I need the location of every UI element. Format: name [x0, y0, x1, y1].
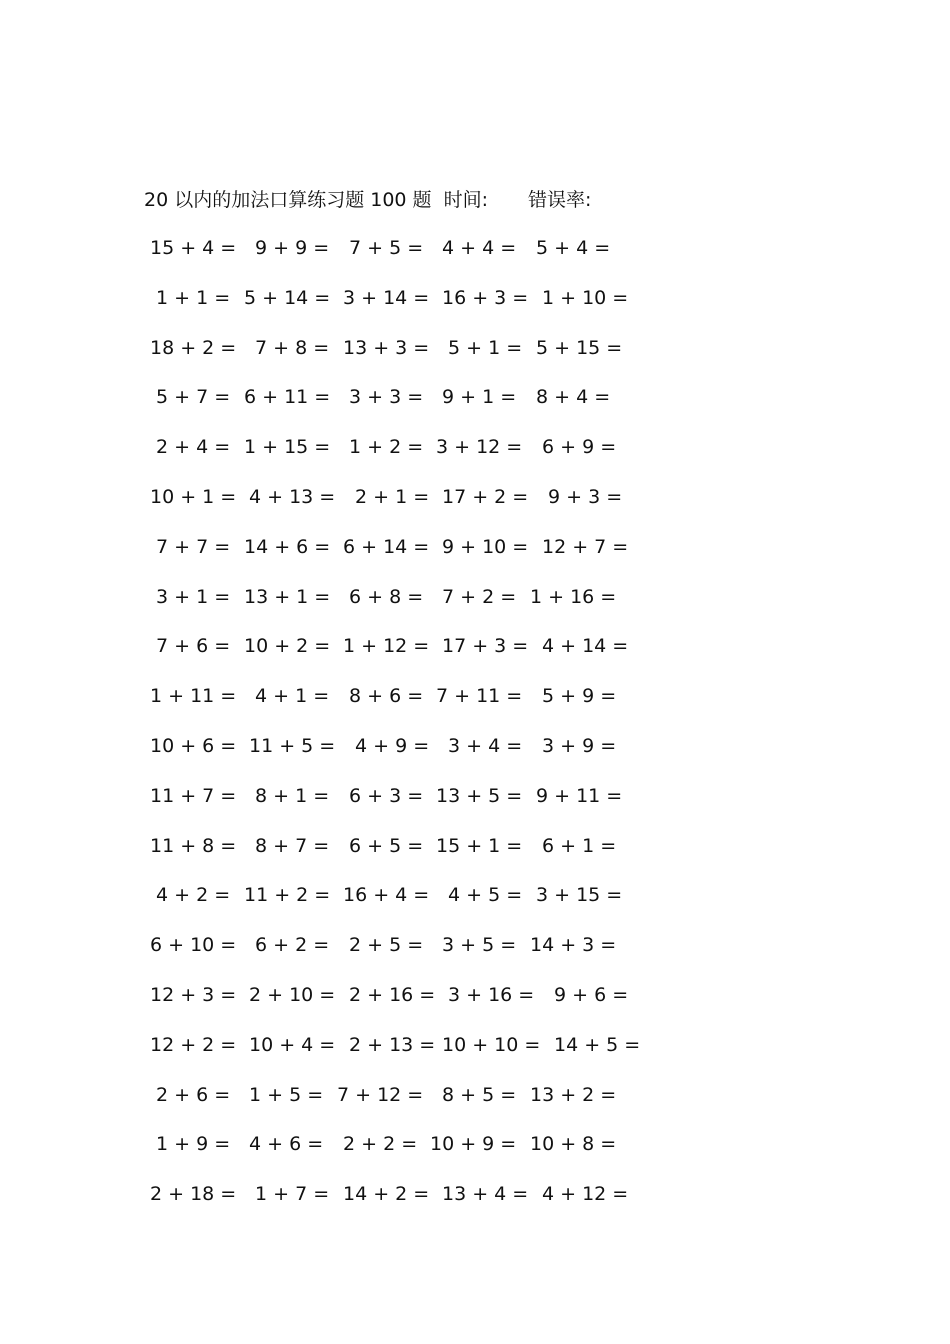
error-rate-label: 错误率: — [527, 189, 592, 211]
problem-item: 2 + 2 = — [343, 1133, 418, 1156]
problem-item: 3 + 9 = — [542, 735, 617, 757]
problem-item: 13 + 4 = — [442, 1183, 529, 1206]
problem-item: 1 + 1 = — [156, 286, 231, 309]
problem-item: 6 + 5 = — [349, 834, 424, 857]
problem-item: 7 + 5 = — [349, 237, 424, 259]
problem-item: 10 + 1 = — [150, 486, 237, 508]
problem-item: 10 + 10 = — [442, 1033, 541, 1056]
problem-item: 17 + 3 = — [442, 635, 529, 658]
problem-item: 14 + 5 = — [554, 1033, 641, 1056]
problem-item: 2 + 6 = — [156, 1083, 231, 1106]
problem-item: 4 + 9 = — [355, 735, 430, 757]
problem-item: 3 + 14 = — [343, 286, 430, 309]
problem-item: 12 + 2 = — [150, 1033, 237, 1056]
problem-item: 4 + 12 = — [542, 1183, 629, 1206]
problem-item: 3 + 1 = — [156, 585, 231, 608]
problem-item: 1 + 2 = — [349, 436, 424, 459]
problem-item: 12 + 3 = — [150, 984, 237, 1006]
problem-item: 11 + 8 = — [150, 834, 237, 857]
problem-item: 2 + 5 = — [349, 934, 424, 957]
problem-item: 7 + 7 = — [156, 535, 231, 558]
problem-item: 9 + 11 = — [536, 784, 623, 807]
problem-item: 3 + 3 = — [349, 386, 424, 409]
problem-item: 6 + 8 = — [349, 585, 424, 608]
problem-item: 4 + 6 = — [249, 1133, 324, 1156]
problem-item: 6 + 9 = — [542, 436, 617, 459]
problem-item: 1 + 15 = — [244, 436, 331, 459]
problem-item: 1 + 5 = — [249, 1083, 324, 1106]
problem-item: 2 + 16 = — [349, 984, 436, 1006]
problem-item: 9 + 1 = — [442, 386, 517, 409]
problem-item: 14 + 3 = — [530, 934, 617, 957]
problem-item: 17 + 2 = — [442, 486, 529, 508]
problem-item: 3 + 16 = — [448, 984, 535, 1006]
problem-item: 1 + 7 = — [255, 1183, 330, 1206]
problem-item: 1 + 12 = — [343, 635, 430, 658]
problem-item: 10 + 9 = — [430, 1133, 517, 1156]
problem-item: 13 + 3 = — [343, 336, 430, 359]
problem-item: 6 + 3 = — [349, 784, 424, 807]
problem-item: 11 + 7 = — [150, 784, 237, 807]
problem-item: 8 + 6 = — [349, 685, 424, 708]
problem-item: 1 + 16 = — [530, 585, 617, 608]
problem-item: 4 + 13 = — [249, 486, 336, 508]
problem-item: 16 + 4 = — [343, 884, 430, 907]
problem-item: 5 + 1 = — [448, 336, 523, 359]
time-label: 时间: — [443, 189, 488, 211]
problem-item: 4 + 14 = — [542, 635, 629, 658]
problem-item: 14 + 2 = — [343, 1183, 430, 1206]
problem-item: 5 + 14 = — [244, 286, 331, 309]
problem-item: 2 + 13 = — [349, 1033, 436, 1056]
problem-item: 11 + 5 = — [249, 735, 336, 757]
problem-item: 2 + 4 = — [156, 436, 231, 459]
problem-item: 3 + 12 = — [436, 436, 523, 459]
problem-item: 2 + 10 = — [249, 984, 336, 1006]
problem-item: 1 + 10 = — [542, 286, 629, 309]
problem-item: 8 + 4 = — [536, 386, 611, 409]
problem-item: 5 + 9 = — [542, 685, 617, 708]
problem-item: 4 + 1 = — [255, 685, 330, 708]
problem-item: 6 + 1 = — [542, 834, 617, 857]
problem-item: 14 + 6 = — [244, 535, 331, 558]
problem-item: 3 + 15 = — [536, 884, 623, 907]
problem-item: 6 + 10 = — [150, 934, 237, 957]
problem-item: 1 + 11 = — [150, 685, 237, 708]
problem-item: 6 + 2 = — [255, 934, 330, 957]
problem-item: 6 + 11 = — [244, 386, 331, 409]
problem-item: 3 + 5 = — [442, 934, 517, 957]
problem-item: 5 + 4 = — [536, 237, 611, 259]
problem-item: 13 + 5 = — [436, 784, 523, 807]
problem-item: 2 + 1 = — [355, 486, 430, 508]
problem-item: 9 + 3 = — [548, 486, 623, 508]
problem-item: 4 + 2 = — [156, 884, 231, 907]
problem-item: 4 + 5 = — [448, 884, 523, 907]
problem-item: 12 + 7 = — [542, 535, 629, 558]
problem-item: 13 + 1 = — [244, 585, 331, 608]
problem-item: 7 + 2 = — [442, 585, 517, 608]
problem-item: 10 + 4 = — [249, 1033, 336, 1056]
worksheet-title: 20 以内的加法口算练习题 100 题 — [144, 189, 432, 211]
problem-item: 7 + 11 = — [436, 685, 523, 708]
problem-item: 11 + 2 = — [244, 884, 331, 907]
problem-item: 8 + 5 = — [442, 1083, 517, 1106]
problem-item: 3 + 4 = — [448, 735, 523, 757]
problem-item: 15 + 4 = — [150, 237, 237, 259]
problem-item: 5 + 15 = — [536, 336, 623, 359]
problem-item: 2 + 18 = — [150, 1183, 237, 1206]
problem-item: 9 + 9 = — [255, 237, 330, 259]
problem-item: 1 + 9 = — [156, 1133, 231, 1156]
problem-item: 7 + 6 = — [156, 635, 231, 658]
problem-item: 18 + 2 = — [150, 336, 237, 359]
problem-item: 7 + 12 = — [337, 1083, 424, 1106]
problem-item: 10 + 6 = — [150, 735, 237, 757]
problem-item: 10 + 2 = — [244, 635, 331, 658]
problem-item: 9 + 6 = — [554, 984, 629, 1006]
problem-item: 9 + 10 = — [442, 535, 529, 558]
problem-item: 13 + 2 = — [530, 1083, 617, 1106]
problem-item: 6 + 14 = — [343, 535, 430, 558]
problem-item: 15 + 1 = — [436, 834, 523, 857]
problem-item: 8 + 1 = — [255, 784, 330, 807]
problem-item: 10 + 8 = — [530, 1133, 617, 1156]
problem-item: 5 + 7 = — [156, 386, 231, 409]
problem-item: 8 + 7 = — [255, 834, 330, 857]
problem-item: 16 + 3 = — [442, 286, 529, 309]
problem-item: 4 + 4 = — [442, 237, 517, 259]
problem-item: 7 + 8 = — [255, 336, 330, 359]
